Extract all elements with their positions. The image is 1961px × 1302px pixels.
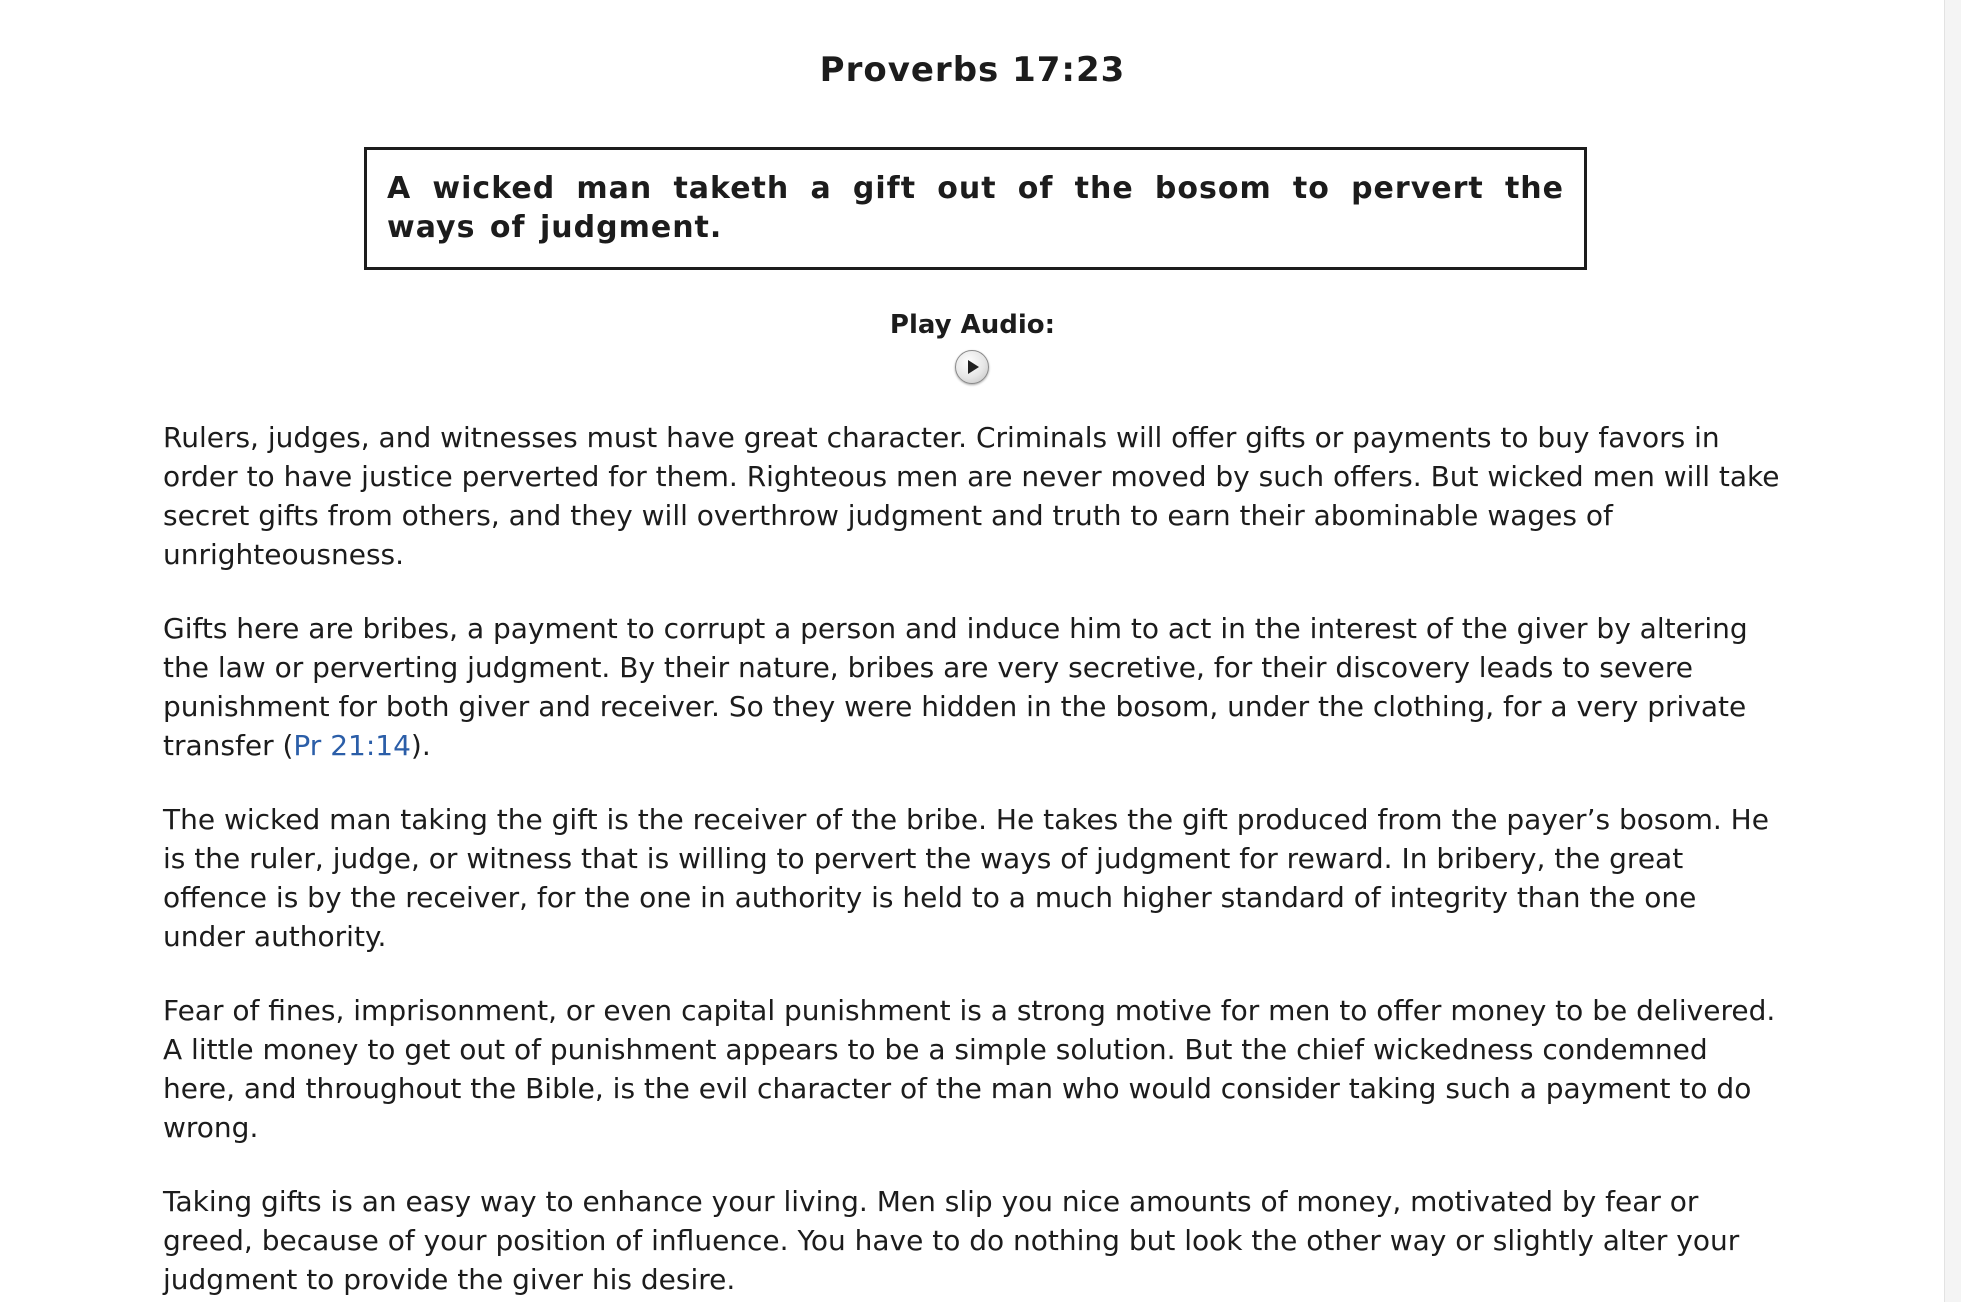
commentary-paragraph-2 [163,609,1783,765]
verse-box [364,147,1587,270]
commentary-paragraph-5: Taking gifts is an easy way to enhance your living. Men slip you nice amounts of money, motivated by fear or greed, because of your position of influence. You have to do nothing but look the other way or slightly alter your judgment to provide the giver his desire. [163,1185,1740,1296]
commentary [163,418,1783,1302]
paragraph-2-text-start: Gifts here are bribes, a payment to corrupt a person and induce him to act in the interest of the giver by altering the law or perverting judgment. By their nature, bribes are very secretive, for their discovery leads to severe punishment for both giver and receiver. So they were hidden in the bosom, under the clothing, for a very private transfer ( [163,612,1748,762]
play-audio-button[interactable] [955,350,989,384]
verse-text: A wicked man taketh a gift out of the bosom to pervert the ways of judgment. [387,171,1564,245]
paragraph-2-text-end: ). [410,729,431,762]
audio-label: Play Audio: [889,310,1056,340]
commentary-paragraph-3: The wicked man taking the gift is the receiver of the bribe. He takes the gift produced from the payer’s bosom. He is the ruler, judge, or witness that is willing to pervert the ways of judgment for reward. In bribery, the great offence is by the receiver, for the one in authority is held to a much higher standard of integrity than the one under authority. [163,803,1769,953]
page-scrollbar[interactable] [1944,0,1961,1302]
page-title: Proverbs 17:23 [819,50,1126,90]
commentary-paragraph-4: Fear of fines, imprisonment, or even capital punishment is a strong motive for men to offer money to be delivered. A little money to get out of punishment appears to be a simple solution. But the chief wickedness condemned here, and throughout the Bible, is the evil character of the man who would consider taking such a payment to do wrong. [163,994,1776,1144]
play-icon [968,360,979,374]
scripture-reference-link[interactable]: Pr 21:14 [293,729,411,762]
commentary-paragraph-1: Rulers, judges, and witnesses must have great character. Criminals will offer gifts or payments to buy favors in order to have justice perverted for them. Righteous men are never moved by such offers. But wicked men will take secret gifts from others, and they will overthrow judgment and truth to earn their abominable wages of unrighteousness. [163,421,1780,571]
